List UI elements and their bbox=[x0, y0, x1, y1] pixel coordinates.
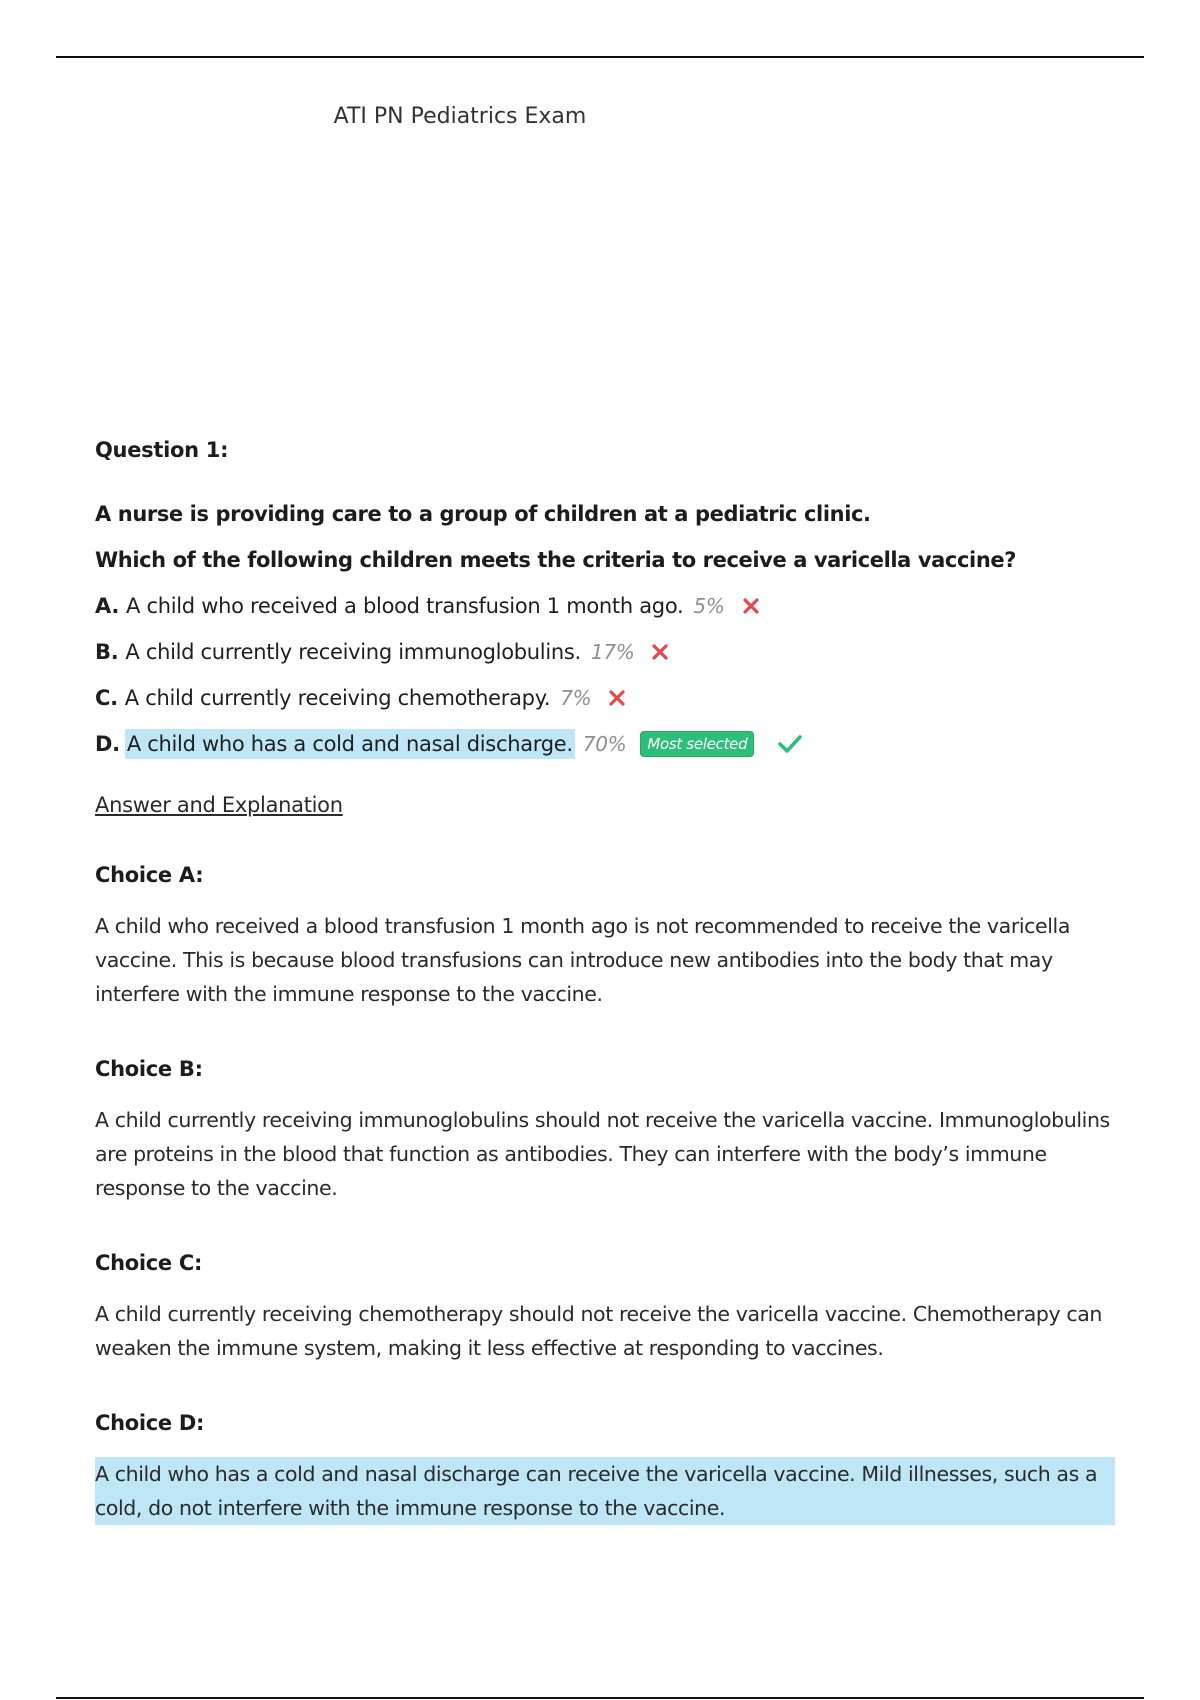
option-letter: C. bbox=[95, 686, 118, 710]
question-heading: Question 1: bbox=[95, 438, 229, 462]
bottom-rule bbox=[56, 1697, 1144, 1699]
option-text: A child currently receiving immunoglobulins. bbox=[125, 640, 581, 664]
option-percent: 7% bbox=[560, 686, 592, 710]
choice-d-explanation-highlighted: A child who has a cold and nasal discharge can receive the varicella vaccine. Mild illnesses, such as a cold, do not interfere with the immune response to the vaccine. bbox=[95, 1457, 1115, 1525]
x-icon bbox=[607, 688, 627, 708]
top-rule bbox=[56, 56, 1144, 58]
option-percent: 17% bbox=[590, 640, 635, 664]
question-prompt: Which of the following children meets the criteria to receive a varicella vaccine? bbox=[95, 548, 1016, 572]
answer-option-a[interactable] bbox=[95, 591, 1115, 621]
choice-d-heading: Choice D: bbox=[95, 1411, 205, 1435]
option-text: A child who received a blood transfusion 1 month ago. bbox=[126, 594, 684, 618]
answer-option-d[interactable] bbox=[95, 729, 1115, 759]
x-icon bbox=[741, 596, 761, 616]
option-letter: A. bbox=[95, 594, 120, 618]
x-icon bbox=[650, 642, 670, 662]
option-letter: B. bbox=[95, 640, 119, 664]
option-percent: 70% bbox=[582, 732, 627, 756]
choice-a-heading: Choice A: bbox=[95, 863, 204, 887]
option-percent: 5% bbox=[693, 594, 725, 618]
choice-a-explanation: A child who received a blood transfusion 1 month ago is not recommended to receive the varicella vaccine. This is because blood transfusions can introduce new antibodies into the body that may interfere with the immune response to the vaccine. bbox=[95, 914, 1070, 1006]
option-letter: D. bbox=[95, 732, 120, 756]
choice-c-heading: Choice C: bbox=[95, 1251, 203, 1275]
answer-option-c[interactable] bbox=[95, 683, 1115, 713]
choice-b-heading: Choice B: bbox=[95, 1057, 203, 1081]
option-text-highlighted: A child who has a cold and nasal discharge. bbox=[125, 729, 575, 759]
answer-explanation-link[interactable]: Answer and Explanation bbox=[95, 793, 343, 817]
choice-b-explanation: A child currently receiving immunoglobulins should not receive the varicella vaccine. Immunoglobulins are proteins in the blood that function as antibodies. They can interfere with the body’s immune response to the vaccine. bbox=[95, 1108, 1110, 1200]
choice-c-explanation: A child currently receiving chemotherapy should not receive the varicella vaccine. Chemotherapy can weaken the immune system, making it less effective at responding to vaccines. bbox=[95, 1302, 1103, 1360]
check-icon bbox=[776, 732, 804, 756]
question-stem: A nurse is providing care to a group of children at a pediatric clinic. bbox=[95, 502, 871, 526]
answer-option-b[interactable] bbox=[95, 637, 1115, 667]
most-selected-badge: Most selected bbox=[640, 731, 754, 757]
option-text: A child currently receiving chemotherapy. bbox=[124, 686, 551, 710]
question-content bbox=[95, 438, 1115, 1525]
document-title: ATI PN Pediatrics Exam bbox=[333, 104, 587, 129]
